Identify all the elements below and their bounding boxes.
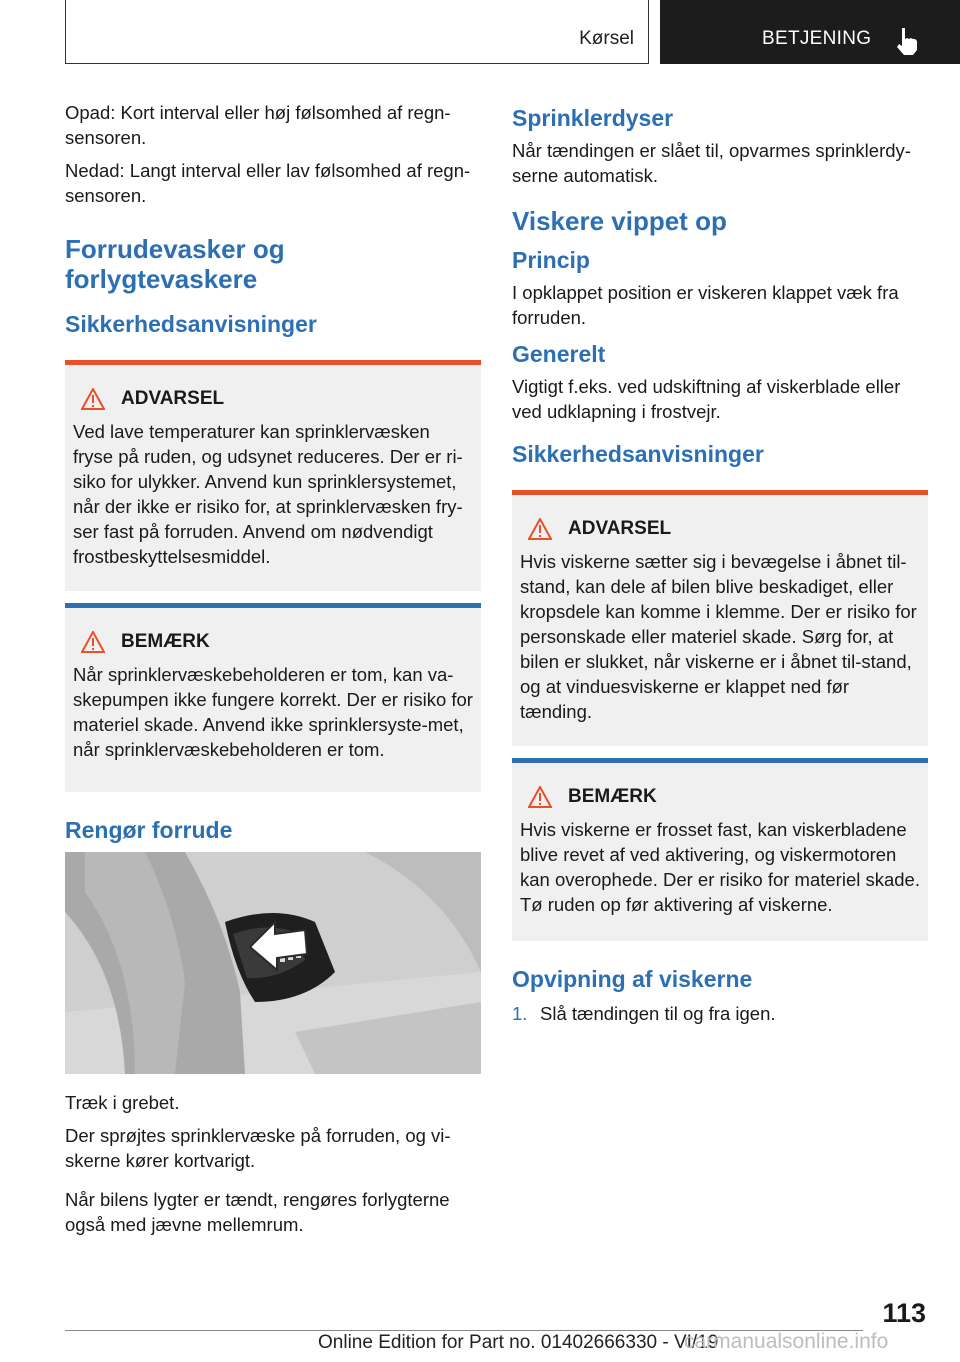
header-chapter-title: BETJENING <box>762 28 872 49</box>
note-box <box>65 603 481 792</box>
left-column <box>65 100 481 1245</box>
note-text: Når sprinklervæskebeholderen er tom, kan va‐skepumpen ikke fungere korrekt. Der er risiko for materiel skade. Anvend ikke sprinklersyste‐met, når sprinklervæskebeholderen er tom. <box>73 664 473 760</box>
paragraph-headlights: Når bilens lygter er tændt, rengøres forlygterne også med jævne mellemrum. <box>65 1189 450 1235</box>
heading-clean: Rengør forrude <box>65 817 233 843</box>
heading-general: Generelt <box>512 341 606 367</box>
paragraph-nozzles: Når tændingen er slået til, opvarmes sprinklerdy‐serne automatisk. <box>512 140 911 186</box>
heading-unfold: Opvipning af viskerne <box>512 966 753 992</box>
paragraph-pull: Træk i grebet. <box>65 1092 180 1113</box>
hand-pointer-icon <box>893 26 921 56</box>
right-column <box>512 100 928 1026</box>
warning-text-right: Hvis viskerne sætter sig i bevægelse i åbnet til‐stand, kan dele af bilen blive beskadiget, eller kropsdele kan komme i klemme. Der er risiko for personskade eller materiel skade. Sørg for, at bilen er slukket, når viskerne er i åbnet til‐stand, og at vinduesviskerne er klappet ned før tænding. <box>520 551 917 722</box>
paragraph-principle: I opklappet position er viskeren klappet væk fra forruden. <box>512 282 899 328</box>
paragraph-down: Nedad: Langt interval eller lav følsomhed af regn‐sensoren. <box>65 160 471 206</box>
paragraph-general: Vigtigt f.eks. ved udskiftning af viskerblade eller ved udklapning i frostvejr. <box>512 376 901 422</box>
wiper-lever-photo <box>65 852 481 1074</box>
list-item-text: Slå tændingen til og fra igen. <box>540 1003 776 1024</box>
heading-safety: Sikkerhedsanvisninger <box>65 311 317 337</box>
warning-triangle-icon <box>81 388 105 410</box>
warning-text: Ved lave temperaturer kan sprinklervæsken fryse på ruden, og udsynet reduceres. Der er ri‐siko for ulykker. Anvend kun sprinklersystemet, når der ikke er risiko for, at sprinklervæsken fry‐ser fast på forruden. Anvend om nødvendigt frostbeskyttelsesmiddel. <box>73 421 463 567</box>
note-text-right: Hvis viskerne er frosset fast, kan viskerbladene blive revet af ved aktivering, og viskermotoren kan overophede. Der er risiko for materiel skade. Tø ruden op før aktivering af viskerne. <box>520 819 920 915</box>
warning-triangle-icon <box>528 786 552 808</box>
paragraph-spray: Der sprøjtes sprinklervæske på forruden, og vi‐skerne kører kortvarigt. <box>65 1125 451 1171</box>
note-title-right <box>528 785 920 809</box>
note-title-text: BEMÆRK <box>121 631 210 652</box>
heading-safety-right: Sikkerhedsanvisninger <box>512 441 764 467</box>
warning-box <box>65 360 481 591</box>
wiper-lever-illustration <box>65 852 481 1074</box>
header-section-box <box>65 0 649 64</box>
heading-washer: Forrudevasker og forlygtevaskere <box>65 234 285 294</box>
heading-nozzles: Sprinklerdyser <box>512 105 674 131</box>
list-item-number: 1. <box>512 1003 528 1024</box>
warning-triangle-icon <box>81 631 105 653</box>
watermark: carmanualsonline.info <box>684 1330 889 1353</box>
warning-box-right <box>512 490 928 746</box>
page-number: 113 <box>882 1298 926 1328</box>
list-item <box>512 1001 928 1026</box>
warning-title-text: ADVARSEL <box>121 388 225 409</box>
warning-title-right <box>528 517 920 541</box>
warning-title-text-right: ADVARSEL <box>568 518 672 539</box>
note-box-right <box>512 758 928 941</box>
warning-title <box>81 387 473 411</box>
footer-edition: Online Edition for Part no. 01402666330 - VI/19 <box>318 1332 719 1353</box>
warning-triangle-icon <box>528 518 552 540</box>
note-title <box>81 630 473 654</box>
header-section-title: Kørsel <box>579 28 634 49</box>
heading-tilted: Viskere vippet op <box>512 206 727 236</box>
paragraph-up: Opad: Kort interval eller høj følsomhed af regn‐sensoren. <box>65 102 451 148</box>
heading-principle: Princip <box>512 247 590 273</box>
note-title-text-right: BEMÆRK <box>568 786 657 807</box>
